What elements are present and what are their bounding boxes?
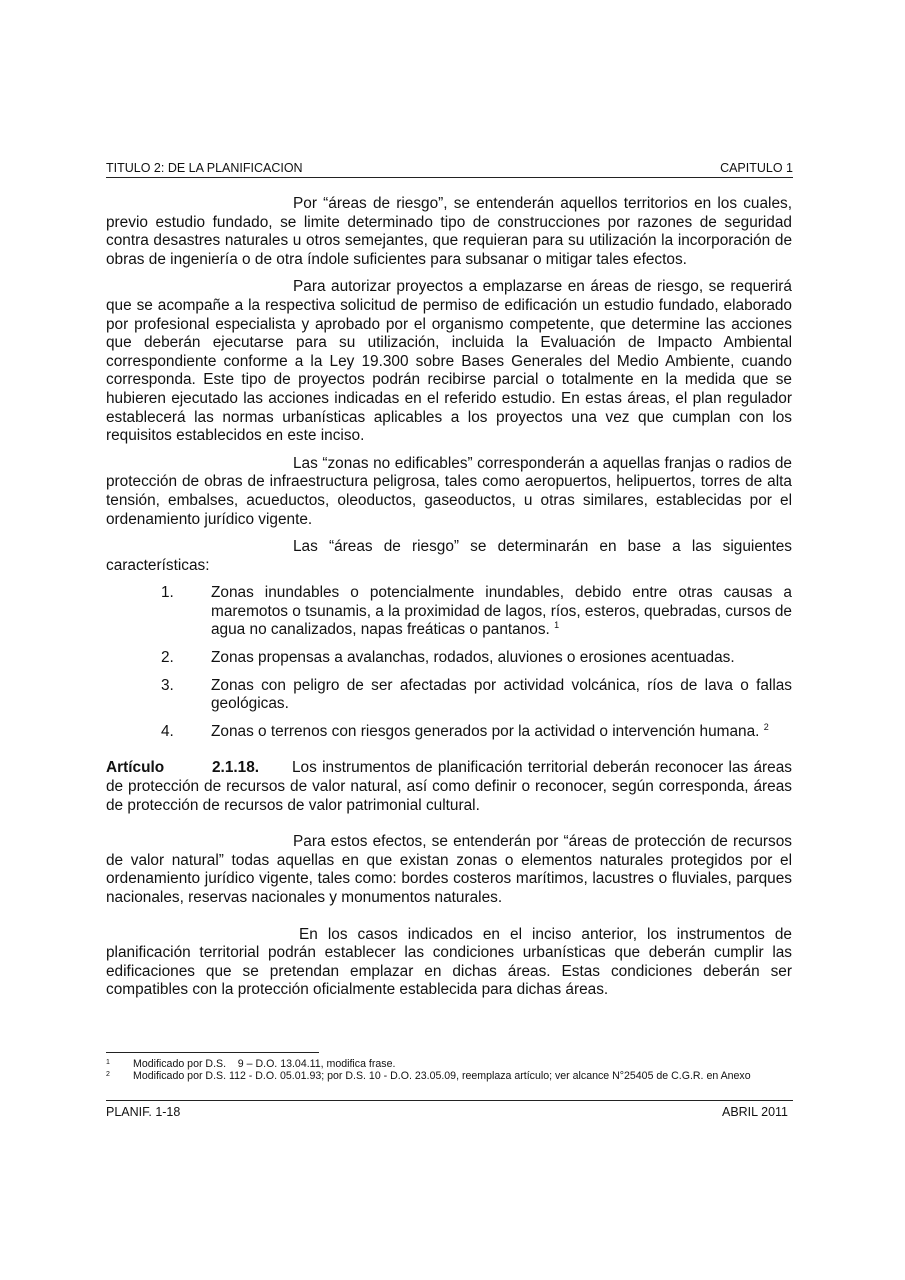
footnote-ref[interactable]: 2 xyxy=(763,721,769,732)
paragraph: Para autorizar proyectos a emplazarse en áreas de riesgo, se requerirá que se acompañe a la respectiva solicitud de permiso de edificación un estudio fundado, elaborado por profesional especialista y aprobado por el organismo competente, que determine las acciones que deberán ejecutarse para su utilización, incluida la Evaluación de Impacto Ambiental correspondiente conforme a la Ley 19.300 sobre Bases Generales del Medio Ambiente, cuando corresponda. Este tipo de proyectos podrán recibirse parcial o totalmente en la medida que se hubieren ejecutado las acciones indicadas en el referido estudio. En estas áreas, el plan regulador establecerá las normas urbanísticas aplicables a los proyectos una vez que cumplan con los requisitos establecidos en este inciso. xyxy=(106,278,792,445)
paragraph: Para estos efectos, se entenderán por “áreas de protección de recursos de valor natural” todas aquellas en que existan zonas o elementos naturales protegidos por el ordenamiento jurídico vigente, tales como: bordes costeros marítimos, lacustres o fluviales, parques nacionales, reservas nacionales y monumentos naturales. xyxy=(106,833,792,906)
list-number: 3. xyxy=(161,676,174,694)
article-text: Los instrumentos de planificación territorial deberán reconocer las áreas de protección de recursos de valor natural, así como definir o reconocer, según corresponda, áreas de protección de recursos de valor patrimonial cultural. xyxy=(106,759,792,814)
paragraph: En los casos indicados en el inciso anterior, los instrumentos de planificación territorial podrán establecer las condiciones urbanísticas que deberán cumplir las edificaciones que se pretendan emplazar en dichas áreas. Estas condiciones deberán ser compatibles con la protección oficialmente establecida para dichas áreas. xyxy=(106,925,792,999)
paragraph: Las “zonas no edificables” corresponderán a aquellas franjas o radios de protección de obras de infraestructura peligrosa, tales como aeropuertos, helipuertos, torres de alta tensión, embalses, acueductos, oleoductos, gaseoductos, u otras similares, establecidas por el ordenamiento jurídico vigente. xyxy=(106,454,792,528)
footnotes xyxy=(106,1058,792,1083)
list-text xyxy=(211,723,792,742)
paragraph: Las “áreas de riesgo” se determinarán en base a las siguientes características: xyxy=(106,538,792,574)
list-number: 4. xyxy=(161,722,174,740)
paragraph: Por “áreas de riesgo”, se entenderán aquellos territorios en los cuales, previo estudio fundado, se limite determinado tipo de construcciones por razones de seguridad contra desastres naturales u otros semejantes, que requieran para su utilización la incorporación de obras de ingeniería o de otra índole suficientes para subsanar o mitigar tales efectos. xyxy=(106,195,792,268)
list-number: 2. xyxy=(161,649,174,667)
footnote-mark: 1 xyxy=(106,1059,110,1066)
footnote xyxy=(106,1070,792,1082)
risk-areas-list xyxy=(106,584,792,741)
page-date: ABRIL 2011 xyxy=(721,1105,788,1119)
header-chapter: CAPITULO 1 xyxy=(720,161,793,175)
list-text: Zonas con peligro de ser afectadas por actividad volcánica, ríos de lava o fallas geológicas. xyxy=(211,676,792,713)
footnote-text: Modificado por D.S. 9 – D.O. 13.04.11, modifica frase. xyxy=(133,1058,396,1070)
article-number: 2.1.18. xyxy=(212,759,260,777)
page-header xyxy=(106,161,793,178)
list-text-body: Zonas inundables o potencialmente inundables, debido entre otras causas a maremotos o tsunamis, a la proximidad de lagos, ríos, esteros, quebradas, cursos de agua no canalizados, napas freáticas o pantanos. xyxy=(211,584,792,639)
list-text: Zonas propensas a avalanchas, rodados, aluviones o erosiones acentuadas. xyxy=(211,649,735,667)
article-paragraph xyxy=(106,759,792,815)
list-text xyxy=(211,584,792,640)
footnote-mark: 2 xyxy=(106,1071,110,1079)
article-label: Artículo xyxy=(106,759,165,777)
page-footer xyxy=(106,1100,793,1119)
list-item xyxy=(106,584,792,640)
list-item xyxy=(106,723,792,742)
list-item xyxy=(106,677,792,714)
page-number: PLANIF. 1-18 xyxy=(106,1105,181,1119)
footnote-ref[interactable]: 1 xyxy=(554,620,560,631)
list-text-body: Zonas o terrenos con riesgos generados por la actividad o intervención humana. xyxy=(211,722,760,740)
footnote-text: Modificado por D.S. 112 - D.O. 05.01.93; por D.S. 10 - D.O. 23.05.09, reemplaza artículo; ver alcance N°25405 de C.G.R. en Anexo xyxy=(133,1070,751,1083)
list-number: 1. xyxy=(161,584,174,602)
footnote-separator xyxy=(106,1052,319,1053)
page-body xyxy=(106,195,792,1009)
header-title: TITULO 2: DE LA PLANIFICACION xyxy=(106,161,303,175)
footnote xyxy=(106,1058,792,1070)
list-item xyxy=(106,649,792,668)
